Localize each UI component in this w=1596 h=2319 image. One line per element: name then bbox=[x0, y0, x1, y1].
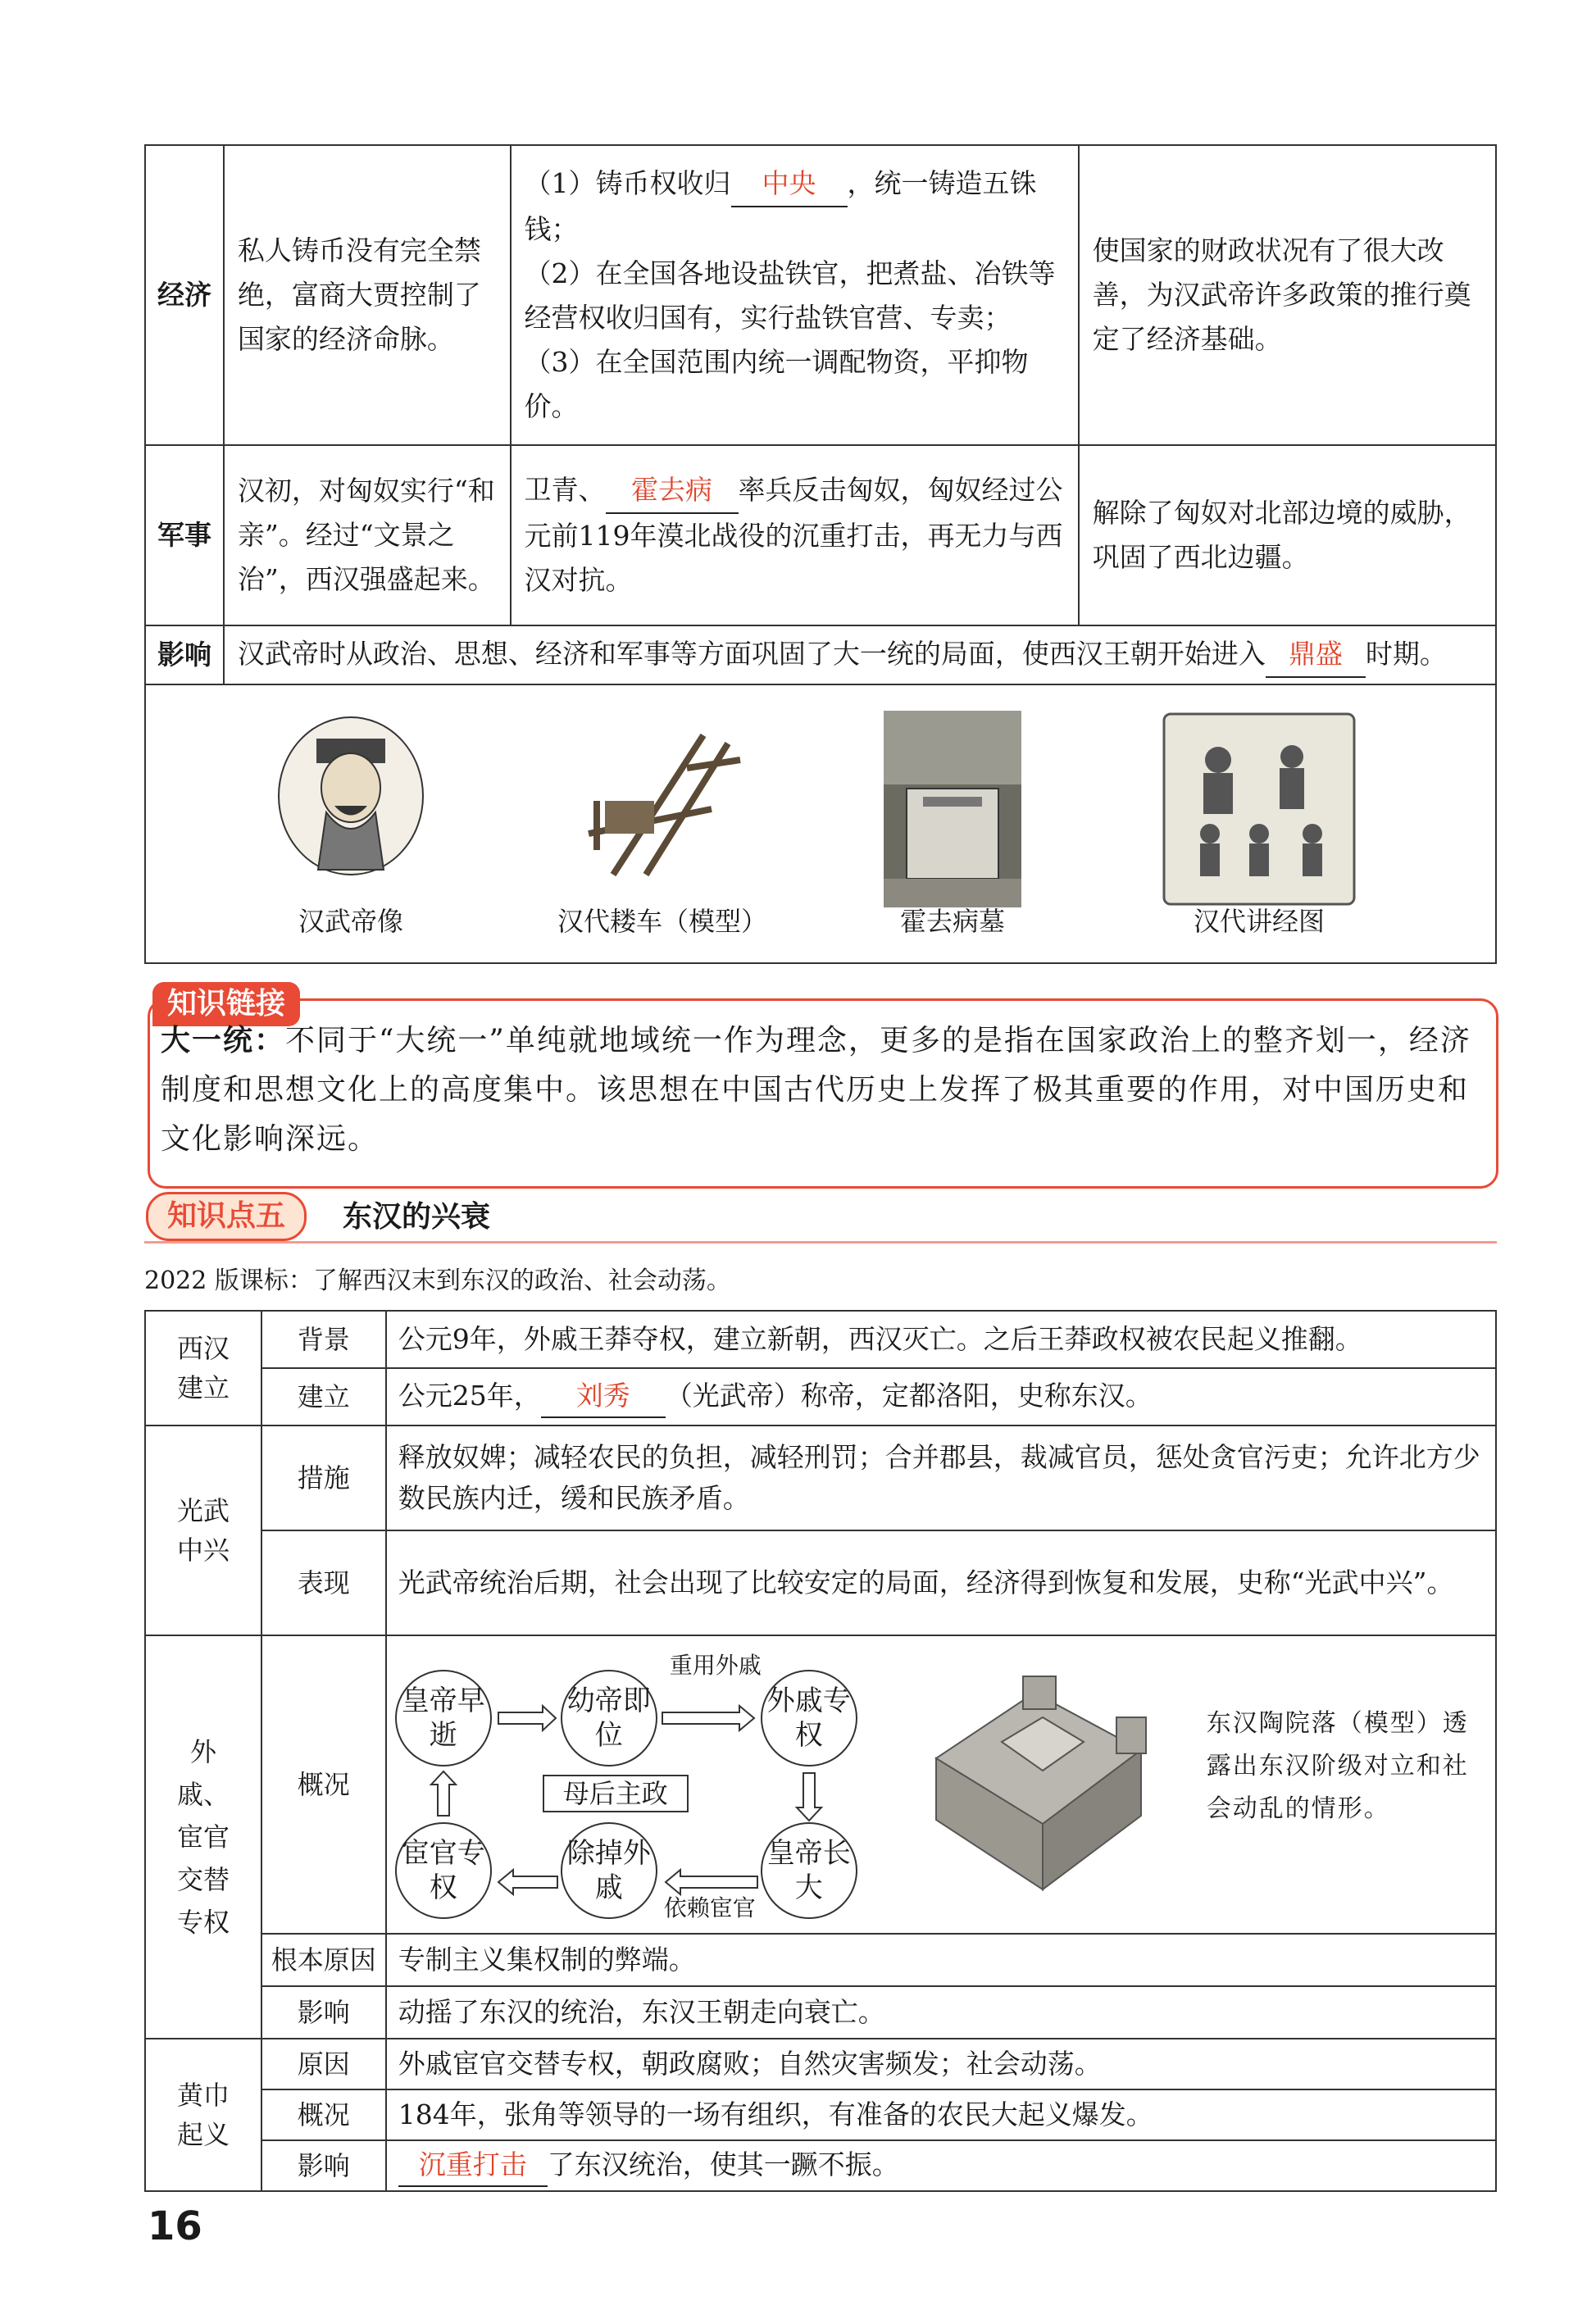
eastern-han-table bbox=[144, 1310, 1497, 2192]
influence-text: 汉武帝时从政治、思想、经济和军事等方面巩固了大一统的局面，使西汉王朝开始进入 鼎盛 时期。 bbox=[224, 625, 1496, 684]
row-text: 外戚宦官交替专权，朝政腐败；自然灾害频发；社会动荡。 bbox=[386, 2039, 1496, 2089]
military-effect: 解除了匈奴对北部边境的威胁，巩固了西北边疆。 bbox=[1079, 445, 1496, 625]
images-row bbox=[145, 684, 1496, 963]
knowledge-link-text: 大一统：不同于“大统一”单纯就地域统一作为理念，更多的是指在国家政治上的整齐划一，经济制度和思想文化上的高度集中。该思想在中国古代历史上发挥了极其重要的作用，对中国历史和文化影响深远。 bbox=[161, 1024, 1471, 1156]
group-label: 光武中兴 bbox=[145, 1426, 261, 1635]
row-label: 概况 bbox=[261, 2089, 386, 2140]
flow-arrows bbox=[387, 1637, 879, 1932]
answer-blank: 沉重打击 bbox=[398, 2144, 548, 2187]
section-title: 东汉的兴衰 bbox=[343, 1200, 491, 1234]
row-label: 概况 bbox=[261, 1635, 386, 1934]
row-label: 原因 bbox=[261, 2039, 386, 2089]
flow-node: 幼帝即位 bbox=[561, 1670, 657, 1767]
overview-cell bbox=[386, 1635, 1496, 1934]
row-text: 184年，张角等领导的一场有组织，有准备的农民大起义爆发。 bbox=[386, 2089, 1496, 2140]
lecture-rubbing-image bbox=[1161, 711, 1357, 907]
economy-background: 私人铸币没有完全禁绝，富商大贾控制了国家的经济命脉。 bbox=[224, 145, 511, 445]
economy-row bbox=[145, 145, 1496, 445]
image-caption: 霍去病墓 bbox=[899, 906, 1005, 937]
page-number: 16 bbox=[148, 2203, 202, 2249]
row-text: 专制主义集权制的弊端。 bbox=[386, 1934, 1496, 1986]
images-cell bbox=[145, 684, 1496, 963]
row-text: 沉重打击 了东汉统治，使其一蹶不振。 bbox=[386, 2140, 1496, 2191]
row-text: 公元25年， 刘秀 （光武帝）称帝，定都洛阳，史称东汉。 bbox=[386, 1368, 1496, 1426]
section-badge: 知识点五 bbox=[146, 1192, 307, 1241]
reform-table bbox=[144, 144, 1497, 964]
row-text: 光武帝统治后期，社会出现了比较安定的局面，经济得到恢复和发展，史称“光武中兴”。 bbox=[386, 1530, 1496, 1635]
flow-node: 宦官专权 bbox=[395, 1822, 492, 1919]
flow-label: 重用外戚 bbox=[669, 1652, 762, 1679]
group-label: 黄巾起义 bbox=[145, 2039, 261, 2191]
military-background: 汉初，对匈奴实行“和亲”。经过“文景之治”，西汉强盛起来。 bbox=[224, 445, 511, 625]
row-label: 根本原因 bbox=[261, 1934, 386, 1986]
emperor-wu-portrait bbox=[269, 714, 433, 878]
knowledge-link-badge: 知识链接 bbox=[152, 982, 300, 1026]
flow-box: 母后主政 bbox=[543, 1775, 689, 1812]
economy-label: 经济 bbox=[145, 145, 224, 445]
flow-label: 依赖宦官 bbox=[663, 1894, 756, 1921]
military-label: 军事 bbox=[145, 445, 224, 625]
flow-node: 皇帝早逝 bbox=[395, 1670, 492, 1767]
row-text: 释放奴婢；减轻农民的负担，减轻刑罚；合并郡县，裁减官员，惩处贪官污吏；允许北方少数民族内迁，缓和民族矛盾。 bbox=[386, 1426, 1496, 1530]
answer-blank: 鼎盛 bbox=[1266, 632, 1366, 678]
row-label: 建立 bbox=[261, 1368, 386, 1426]
flow-node: 皇帝长大 bbox=[761, 1822, 857, 1919]
curriculum-standard: 2022 版课标：了解西汉末到东汉的政治、社会动荡。 bbox=[144, 1266, 731, 1295]
economy-measures: （1）铸币权收归 中央 ，统一铸造五铢钱； （2）在全国各地设盐铁官，把煮盐、冶铁等经营权收归国有，实行盐铁官营、专卖； （3）在全国范围内统一调配物资，平抑物价。 bbox=[511, 145, 1079, 445]
row-label: 影响 bbox=[261, 1986, 386, 2039]
image-caption: 汉代讲经图 bbox=[1193, 906, 1325, 937]
row-label: 表现 bbox=[261, 1530, 386, 1635]
row-label: 措施 bbox=[261, 1426, 386, 1530]
tomb-photo bbox=[884, 711, 1021, 907]
image-caption: 汉武帝像 bbox=[298, 906, 403, 937]
military-measures: 卫青、 霍去病 率兵反击匈奴，匈奴经过公元前119年漠北战役的沉重打击，再无力与西汉对抗。 bbox=[511, 445, 1079, 625]
answer-blank: 霍去病 bbox=[606, 468, 739, 514]
row-label: 影响 bbox=[261, 2140, 386, 2191]
economy-effect: 使国家的财政状况有了很大改善，为汉武帝许多政策的推行奠定了经济基础。 bbox=[1079, 145, 1496, 445]
answer-blank: 中央 bbox=[731, 161, 848, 207]
image-caption: 汉代耧车（模型） bbox=[557, 906, 767, 937]
group-label: 西汉建立 bbox=[145, 1311, 261, 1426]
influence-row bbox=[145, 625, 1496, 684]
row-text: 动摇了东汉的统治，东汉王朝走向衰亡。 bbox=[386, 1986, 1496, 2039]
answer-blank: 刘秀 bbox=[541, 1375, 666, 1418]
flow-node: 外戚专权 bbox=[761, 1670, 857, 1767]
courtyard-model-image bbox=[912, 1660, 1157, 1898]
model-caption: 东汉陶院落（模型）透露出东汉阶级对立和社会动乱的情形。 bbox=[1206, 1709, 1469, 1823]
flow-node: 除掉外戚 bbox=[561, 1822, 657, 1919]
influence-label: 影响 bbox=[145, 625, 224, 684]
group-label: 外戚、宦官交替专权 bbox=[145, 1635, 261, 2039]
military-row bbox=[145, 445, 1496, 625]
section-divider bbox=[144, 1241, 1497, 1244]
row-label: 背景 bbox=[261, 1311, 386, 1368]
row-text: 公元9年，外戚王莽夺权，建立新朝，西汉灭亡。之后王莽政权被农民起义推翻。 bbox=[386, 1311, 1496, 1368]
seeder-model-image bbox=[564, 711, 761, 891]
